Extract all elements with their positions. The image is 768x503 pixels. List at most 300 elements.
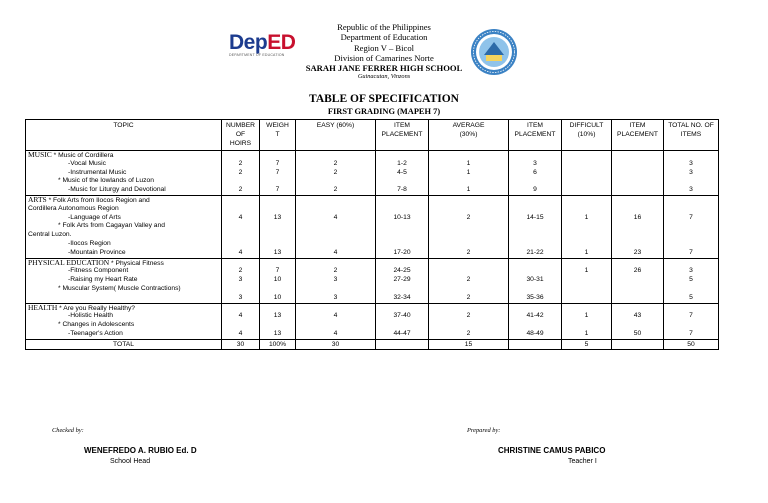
cell-value: 48-49 [526, 329, 544, 337]
cell-value [224, 321, 257, 330]
cell-value [511, 222, 559, 231]
header-division: Division of Camarines Norte [334, 52, 434, 63]
total-weight: 100% [260, 339, 296, 349]
cell-value: 7 [689, 213, 693, 221]
cell-value [224, 304, 257, 313]
cell-value [431, 222, 506, 231]
cell-value: 2 [466, 213, 471, 221]
cell-value [298, 205, 373, 214]
cell-value [224, 285, 257, 294]
total-ip1 [376, 339, 429, 349]
section-label: PHYSICAL EDUCATION [28, 257, 110, 267]
cell-value [262, 231, 293, 240]
cell-value [666, 304, 716, 313]
checked-by-label: Checked by: [52, 427, 84, 434]
cell-value [224, 231, 257, 240]
cell-total [664, 151, 719, 196]
cell-value: 10-13 [393, 213, 411, 221]
cell-total [664, 303, 719, 339]
cell-value: 1 [584, 329, 589, 337]
cell-value [564, 169, 609, 178]
cell-value [298, 285, 373, 294]
cell-hours [222, 303, 260, 339]
cell-value [298, 259, 373, 268]
cell-value: 7 [275, 267, 280, 275]
cell-value [431, 177, 506, 186]
deped-logo-dep: Dep [229, 31, 268, 54]
specification-table [25, 119, 719, 350]
checked-by-title: School Head [110, 458, 151, 465]
prepared-by-title: Teacher I [568, 458, 597, 465]
cell-weight [260, 151, 296, 196]
cell-value: 1 [584, 213, 589, 221]
cell-value [431, 267, 506, 276]
cell-value: 4 [333, 248, 338, 256]
cell-value [298, 177, 373, 186]
total-hours: 30 [222, 339, 260, 349]
cell-value [564, 186, 609, 195]
cell-value [614, 240, 661, 249]
cell-value: 6 [533, 168, 537, 176]
topic-text: -Language of Arts [68, 213, 121, 221]
cell-hours [222, 195, 260, 258]
cell-value [511, 321, 559, 330]
total-easy: 30 [296, 339, 376, 349]
cell-value: 2 [238, 186, 243, 194]
cell-value [378, 196, 426, 205]
cell-value: 1 [466, 186, 471, 194]
cell-value: 3 [533, 159, 537, 167]
cell-value [666, 231, 716, 240]
topic-text: -Instrumental Music [68, 168, 127, 176]
section-label: HEALTH [28, 302, 58, 312]
cell-value [224, 259, 257, 268]
header-republic: Republic of the Philippines [337, 22, 431, 32]
cell-value [378, 205, 426, 214]
cell-value: 2 [238, 159, 243, 167]
cell-value: 1 [584, 248, 589, 256]
cell-value [378, 177, 426, 186]
cell-value [564, 240, 609, 249]
cell-easy [296, 303, 376, 339]
cell-value [378, 285, 426, 294]
table-row [26, 258, 719, 303]
school-seal-icon [470, 28, 518, 76]
cell-value: 50 [633, 329, 642, 337]
total-total: 50 [664, 339, 719, 349]
cell-value [614, 259, 661, 268]
cell-value [511, 240, 559, 249]
cell-value: 13 [273, 248, 282, 256]
cell-value [564, 321, 609, 330]
cell-diff [562, 258, 612, 303]
total-ip2 [509, 339, 562, 349]
deped-logo-sub: DEPARTMENT OF EDUCATION [229, 53, 285, 57]
cell-diff [562, 303, 612, 339]
topic-cell [26, 303, 222, 339]
cell-value: 1 [466, 159, 471, 167]
cell-ip2 [509, 303, 562, 339]
cell-value [262, 196, 293, 205]
total-label: TOTAL [26, 339, 222, 349]
cell-value [262, 222, 293, 231]
topic-text: * Physical Fitness [111, 259, 164, 267]
total-row [26, 339, 719, 349]
cell-value: 3 [238, 293, 243, 301]
cell-value: 35-36 [526, 293, 544, 301]
cell-value: 2 [333, 168, 338, 176]
header-item-placement-1: ITEM PLACEMENT [376, 120, 429, 151]
cell-value [298, 151, 373, 160]
cell-value [378, 259, 426, 268]
cell-value [564, 294, 609, 303]
cell-value: 2 [466, 329, 471, 337]
cell-value: 7 [689, 312, 693, 320]
document-header [0, 22, 768, 81]
topic-text: * Folk Arts from Ilocos Region and [48, 196, 150, 204]
cell-weight [260, 258, 296, 303]
checked-by-name: WENEFREDO A. RUBIO Ed. D [84, 446, 197, 455]
cell-avg [429, 303, 509, 339]
cell-weight [260, 195, 296, 258]
cell-value: 24-25 [393, 267, 411, 275]
cell-value [564, 196, 609, 205]
cell-value [666, 151, 716, 160]
cell-value: 10 [273, 293, 282, 301]
cell-value [564, 259, 609, 268]
cell-value [666, 259, 716, 268]
cell-value: 5 [689, 276, 693, 284]
header-topic: TOPIC [26, 120, 222, 151]
cell-value [614, 151, 661, 160]
cell-value: 7 [275, 159, 280, 167]
cell-value: 37-40 [393, 312, 411, 320]
cell-diff [562, 151, 612, 196]
cell-value [564, 177, 609, 186]
cell-value: 2 [466, 312, 471, 320]
cell-value [614, 186, 661, 195]
deped-logo [229, 31, 296, 67]
cell-value [614, 231, 661, 240]
cell-value: 2 [466, 276, 471, 284]
cell-value: 10 [273, 276, 282, 284]
cell-value [564, 276, 609, 285]
cell-value [614, 304, 661, 313]
cell-ip3 [612, 195, 664, 258]
cell-value: 3 [689, 168, 693, 176]
cell-value: 2 [333, 267, 338, 275]
cell-value: 2 [466, 248, 471, 256]
cell-value: 7 [689, 248, 693, 256]
topic-text: -Raising my Heart Rate [68, 276, 138, 284]
cell-avg [429, 258, 509, 303]
cell-value [564, 304, 609, 313]
cell-value [262, 285, 293, 294]
total-avg: 15 [429, 339, 509, 349]
cell-value: 14-15 [526, 213, 544, 221]
cell-value: 4 [238, 329, 243, 337]
cell-hours [222, 258, 260, 303]
cell-value [511, 285, 559, 294]
cell-value [614, 276, 661, 285]
section-label: MUSIC [28, 150, 52, 159]
cell-value [511, 205, 559, 214]
topic-text: -Ilocos Region [68, 239, 111, 247]
cell-value [431, 240, 506, 249]
cell-value: 4 [333, 213, 338, 221]
cell-ip3 [612, 303, 664, 339]
cell-value: 44-47 [393, 329, 411, 337]
cell-value: 43 [633, 312, 642, 320]
cell-avg [429, 151, 509, 196]
cell-value [511, 267, 559, 276]
cell-value [378, 304, 426, 313]
cell-value [666, 205, 716, 214]
cell-value [564, 231, 609, 240]
cell-value: 23 [633, 248, 642, 256]
cell-ip1 [376, 151, 429, 196]
cell-value [666, 321, 716, 330]
topic-text: * Music of Cordillera [53, 152, 114, 159]
cell-value [614, 285, 661, 294]
topic-text: * Changes in Adolescents [58, 321, 135, 329]
cell-value: 9 [533, 186, 537, 194]
cell-value: 16 [633, 213, 642, 221]
cell-value [564, 160, 609, 169]
topic-text: * Muscular System( Muscle Contractions) [58, 284, 181, 292]
cell-value: 7 [689, 329, 693, 337]
cell-value: 1 [466, 168, 471, 176]
total-diff: 5 [562, 339, 612, 349]
total-ip3 [612, 339, 664, 349]
cell-value: 4 [333, 329, 338, 337]
cell-value: 1 [584, 312, 589, 320]
header-item-placement-3: ITEM PLACEMENT [612, 120, 664, 151]
cell-value: 7 [275, 186, 280, 194]
cell-value [431, 151, 506, 160]
cell-value [378, 151, 426, 160]
cell-value [431, 304, 506, 313]
cell-value: 13 [273, 312, 282, 320]
cell-value [564, 222, 609, 231]
header-average: AVERAGE (30%) [429, 120, 509, 151]
cell-value [298, 231, 373, 240]
cell-value: 32-34 [393, 293, 411, 301]
cell-value: 3 [689, 159, 693, 167]
header-difficult: DIFFICULT (10%) [562, 120, 612, 151]
cell-value [378, 321, 426, 330]
topic-cell [26, 151, 222, 196]
table-header-row [26, 120, 719, 151]
table-row [26, 195, 719, 258]
cell-value [262, 177, 293, 186]
cell-value [511, 196, 559, 205]
topic-text: -Teenager's Action [68, 329, 123, 337]
topic-cell [26, 195, 222, 258]
cell-value [262, 321, 293, 330]
cell-value [614, 294, 661, 303]
cell-value [614, 160, 661, 169]
cell-value: 21-22 [526, 248, 544, 256]
cell-value [298, 222, 373, 231]
cell-value [431, 285, 506, 294]
cell-value: 4 [238, 248, 243, 256]
cell-ip2 [509, 195, 562, 258]
cell-ip2 [509, 258, 562, 303]
topic-text: * Are you Really Healthy? [59, 304, 136, 312]
cell-value [262, 304, 293, 313]
cell-value [511, 231, 559, 240]
cell-value: 17-20 [393, 248, 411, 256]
header-hours: NUMBER OF HOIRS [222, 120, 260, 151]
cell-value: 2 [238, 168, 243, 176]
topic-text: -Holistic Health [68, 312, 113, 320]
cell-value [378, 231, 426, 240]
topic-text: * Music of the lowlands of Luzon [58, 177, 154, 185]
cell-value [511, 151, 559, 160]
topic-text: -Music for Liturgy and Devotional [68, 186, 166, 194]
cell-value [614, 222, 661, 231]
cell-easy [296, 258, 376, 303]
cell-value: 2 [333, 186, 338, 194]
cell-value [666, 240, 716, 249]
cell-value: 5 [689, 293, 693, 301]
cell-diff [562, 195, 612, 258]
topic-text: -Vocal Music [68, 159, 106, 167]
cell-value [224, 205, 257, 214]
cell-avg [429, 195, 509, 258]
cell-value [614, 196, 661, 205]
cell-value [614, 205, 661, 214]
cell-total [664, 195, 719, 258]
cell-value: 3 [689, 267, 693, 275]
document-subtitle: FIRST GRADING (MAPEH 7) [327, 107, 441, 116]
cell-value [378, 240, 426, 249]
topic-text: -Mountain Province [68, 248, 126, 256]
header-department: Department of Education [340, 32, 428, 43]
cell-value: 3 [689, 186, 693, 194]
cell-value [511, 177, 559, 186]
cell-value [298, 321, 373, 330]
cell-value: 4-5 [397, 168, 407, 176]
cell-weight [260, 303, 296, 339]
topic-text: * Folk Arts from Cagayan Valley and [58, 222, 165, 230]
cell-easy [296, 195, 376, 258]
cell-value [431, 196, 506, 205]
cell-value [224, 196, 257, 205]
cell-value: 2 [466, 293, 471, 301]
cell-value: 27-29 [393, 276, 411, 284]
cell-value [666, 222, 716, 231]
cell-total [664, 258, 719, 303]
header-city: Guinacutan, Vinzons [357, 73, 411, 81]
cell-value: 2 [238, 267, 243, 275]
cell-value [224, 151, 257, 160]
cell-value [431, 321, 506, 330]
cell-ip3 [612, 258, 664, 303]
cell-value [511, 304, 559, 313]
cell-value [298, 196, 373, 205]
cell-value [431, 205, 506, 214]
cell-value [614, 177, 661, 186]
cell-ip1 [376, 258, 429, 303]
cell-value [224, 222, 257, 231]
cell-value [262, 205, 293, 214]
cell-value [564, 285, 609, 294]
cell-value: 30-31 [526, 276, 544, 284]
prepared-by-name: CHRISTINE CAMUS PABICO [498, 446, 606, 455]
cell-value [298, 304, 373, 313]
cell-value: 1 [584, 267, 589, 275]
cell-value [298, 240, 373, 249]
cell-value [666, 285, 716, 294]
topic-cell [26, 258, 222, 303]
header-school-name: SARAH JANE FERRER HIGH SCHOOL [305, 63, 463, 74]
header-weight: WEIGH T [260, 120, 296, 151]
topic-text: Central Luzon. [28, 231, 72, 239]
header-total: TOTAL NO. OF ITEMS [664, 120, 719, 151]
cell-value [564, 205, 609, 214]
table-row [26, 303, 719, 339]
cell-value: 7-8 [397, 186, 407, 194]
cell-hours [222, 151, 260, 196]
cell-value [262, 151, 293, 160]
cell-value [511, 259, 559, 268]
cell-value [666, 196, 716, 205]
cell-value [614, 169, 661, 178]
cell-value: 26 [633, 267, 642, 275]
cell-value [614, 321, 661, 330]
cell-value [224, 240, 257, 249]
table-row [26, 151, 719, 196]
cell-value [224, 177, 257, 186]
cell-value [564, 151, 609, 160]
cell-value: 4 [333, 312, 338, 320]
cell-value [378, 222, 426, 231]
header-easy: EASY (60%) [296, 120, 376, 151]
cell-value: 3 [238, 276, 243, 284]
cell-value: 13 [273, 329, 282, 337]
header-region: Region V – Bicol [353, 42, 415, 53]
cell-value: 4 [238, 213, 243, 221]
cell-value [666, 177, 716, 186]
prepared-by-label: Prepared by: [467, 427, 501, 434]
cell-value: 7 [275, 168, 280, 176]
cell-ip1 [376, 195, 429, 258]
cell-value [262, 240, 293, 249]
cell-value [431, 259, 506, 268]
deped-logo-ed: ED [267, 31, 296, 54]
cell-value [262, 259, 293, 268]
document-title: TABLE OF SPECIFICATION [309, 93, 459, 105]
section-label: ARTS [28, 194, 47, 204]
cell-ip1 [376, 303, 429, 339]
cell-value: 13 [273, 213, 282, 221]
cell-easy [296, 151, 376, 196]
cell-value: 41-42 [526, 312, 544, 320]
cell-value: 3 [333, 293, 338, 301]
cell-value: 3 [333, 276, 338, 284]
topic-text: Cordillera Autonomous Region [28, 204, 119, 212]
topic-text: -Fitness Component [68, 267, 129, 275]
header-item-placement-2: ITEM PLACEMENT [509, 120, 562, 151]
cell-ip2 [509, 151, 562, 196]
cell-value: 1-2 [397, 159, 407, 167]
cell-value: 2 [333, 159, 338, 167]
cell-ip3 [612, 151, 664, 196]
cell-value: 4 [238, 312, 243, 320]
cell-value [431, 231, 506, 240]
